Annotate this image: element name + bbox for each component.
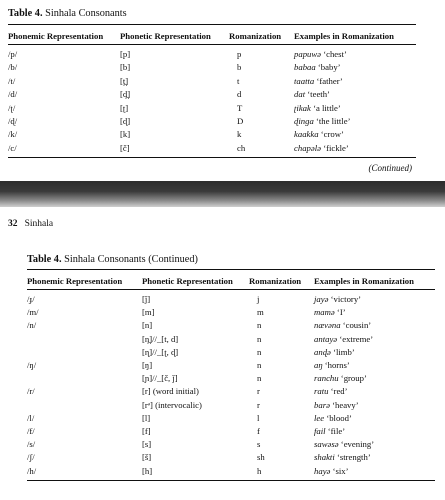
example-word: papuwə <box>294 49 322 59</box>
header-rule <box>27 289 435 290</box>
cell-example <box>294 103 341 114</box>
header-phonetic: Phonetic Representation <box>142 276 233 286</box>
header-rule <box>8 44 416 45</box>
header-examples: Examples in Romanization <box>294 31 394 41</box>
cell-example <box>294 89 330 100</box>
example-word: kaakka <box>294 129 319 140</box>
example-word: taatta <box>294 75 315 86</box>
example-gloss: ‘cousin’ <box>342 320 372 331</box>
cell-example <box>314 439 374 450</box>
cell-phonetic: [p] <box>120 49 131 59</box>
cell-romanization: f <box>257 426 260 436</box>
cell-phonemic: /d/ <box>8 89 18 100</box>
cell-phonetic: [ɲ]//_[č, ǰ] <box>142 373 178 384</box>
cell-example <box>314 452 371 463</box>
cell-phonetic: [f] <box>142 426 151 436</box>
example-word: babaa <box>294 62 316 73</box>
cell-phonetic: [ʈ] <box>120 102 129 113</box>
example-word: aŋ <box>314 360 323 370</box>
table-title <box>27 254 198 265</box>
cell-example <box>314 360 350 371</box>
example-gloss: ‘victory’ <box>330 294 362 304</box>
example-word: barə <box>314 399 330 410</box>
example-word: ʈikak <box>294 102 311 113</box>
example-gloss: ‘the little’ <box>315 116 351 126</box>
cell-example <box>314 386 348 397</box>
example-gloss: ‘teeth’ <box>307 89 330 100</box>
example-gloss: ‘red’ <box>330 386 348 397</box>
cell-phonemic: /k/ <box>8 129 18 140</box>
cell-phonemic: /l/ <box>27 412 35 423</box>
bottom-page <box>0 207 445 500</box>
cell-phonemic: /t/ <box>8 75 16 86</box>
table-bottom-rule <box>8 157 416 158</box>
cell-phonemic: /ʃ/ <box>27 452 35 463</box>
example-gloss: ‘evening’ <box>340 439 375 450</box>
table-title-text: Sinhala Consonants (Continued) <box>64 254 198 265</box>
cell-phonetic: [t̪] <box>120 75 129 86</box>
cell-example <box>294 76 343 87</box>
cell-romanization: n <box>257 320 262 331</box>
cell-example <box>314 294 361 305</box>
cell-phonetic: [š] <box>142 452 152 463</box>
example-word: ranchu <box>314 373 339 384</box>
page-gap <box>0 181 445 207</box>
cell-phonetic: [rᵊ] (intervocalic) <box>142 399 202 410</box>
running-header <box>8 219 53 229</box>
cell-romanization: b <box>237 62 242 73</box>
cell-romanization: m <box>257 307 264 318</box>
cell-phonemic: /ɟ/ <box>27 294 35 304</box>
cell-romanization: h <box>257 465 262 476</box>
cell-phonetic: [ɳ]//_[ʈ, ɖ] <box>142 346 179 357</box>
cell-phonemic: /r/ <box>27 386 35 397</box>
example-word: jayə <box>314 294 329 304</box>
example-word: fail <box>314 426 326 436</box>
cell-phonetic: [ǰ] <box>142 294 151 304</box>
cell-phonemic: /b/ <box>8 62 18 73</box>
cell-phonemic: /c/ <box>8 142 17 153</box>
cell-phonemic: /m/ <box>27 307 39 318</box>
table-label: Table 4. <box>27 254 62 265</box>
example-gloss: ‘horns’ <box>324 360 350 370</box>
example-word: ratu <box>314 386 329 397</box>
cell-romanization: r <box>257 386 260 397</box>
continued-note: (Continued) <box>368 163 412 173</box>
cell-phonetic: [n̪]//_[t, d] <box>142 333 179 344</box>
cell-phonetic: [č] <box>120 142 130 153</box>
cell-phonemic: /ʈ/ <box>8 102 16 113</box>
page-number: 32 <box>8 219 18 229</box>
cell-romanization: ch <box>237 142 246 153</box>
cell-example <box>314 320 371 331</box>
cell-phonetic: [m] <box>142 307 155 318</box>
cell-example <box>294 143 349 154</box>
example-gloss: ‘extreme’ <box>339 333 374 344</box>
example-gloss: ‘blood’ <box>326 412 352 423</box>
example-gloss: ‘father’ <box>316 75 343 86</box>
cell-example <box>294 49 347 60</box>
example-gloss: ‘limb’ <box>333 346 355 357</box>
cell-phonetic: [l] <box>142 412 151 423</box>
example-gloss: ‘crow’ <box>320 129 344 140</box>
cell-romanization: n <box>257 360 262 370</box>
example-word: antayə <box>314 333 338 344</box>
cell-phonetic: [n] <box>142 320 153 331</box>
cell-romanization: r <box>257 399 260 410</box>
header-phonemic: Phonemic Representation <box>8 31 104 41</box>
example-word: shakti <box>314 452 335 463</box>
example-gloss: ‘file’ <box>327 426 346 436</box>
example-word: hayə <box>314 465 331 476</box>
example-word: nævəna <box>314 320 341 331</box>
cell-example <box>314 400 359 411</box>
example-gloss: ‘fickle’ <box>323 142 349 153</box>
example-word: ɖinga <box>294 116 314 126</box>
cell-romanization: t <box>237 75 240 86</box>
cell-romanization: k <box>237 129 242 140</box>
cell-example <box>314 373 367 384</box>
header-phonetic: Phonetic Representation <box>120 31 211 41</box>
example-gloss: ‘baby’ <box>317 62 341 73</box>
example-gloss: ‘I’ <box>336 307 346 318</box>
cell-phonemic: /f/ <box>27 426 35 436</box>
table-title <box>8 8 127 19</box>
cell-phonemic: /ŋ/ <box>27 360 37 370</box>
table-top-rule <box>8 24 416 25</box>
header-phonemic: Phonemic Representation <box>27 276 123 286</box>
cell-phonetic: [ɖ] <box>120 116 131 126</box>
cell-example <box>314 426 345 437</box>
cell-phonetic: [h] <box>142 465 153 476</box>
cell-example <box>314 413 352 424</box>
cell-phonetic: [d̪] <box>120 89 131 100</box>
cell-phonemic: /s/ <box>27 439 36 450</box>
example-gloss: ‘heavy’ <box>332 399 359 410</box>
example-word: mamə <box>314 307 335 318</box>
example-gloss: ‘strength’ <box>336 452 371 463</box>
top-page <box>0 0 445 181</box>
example-word: dat <box>294 89 306 100</box>
example-gloss: ‘group’ <box>340 373 367 384</box>
cell-example <box>314 466 349 477</box>
example-gloss: ‘a little’ <box>313 102 341 113</box>
cell-romanization: T <box>237 102 243 113</box>
example-gloss: ‘chest’ <box>323 49 347 59</box>
cell-example <box>294 62 341 73</box>
header-romanization: Romanization <box>249 276 302 286</box>
header-romanization: Romanization <box>229 31 282 41</box>
cell-romanization: sh <box>257 452 265 463</box>
example-gloss: ‘six’ <box>332 465 349 476</box>
cell-phonemic: /p/ <box>8 49 18 59</box>
cell-romanization: D <box>237 116 244 126</box>
example-word: lee <box>314 412 325 423</box>
cell-phonetic: [r] (word initial) <box>142 386 199 397</box>
cell-phonetic: [ŋ] <box>142 360 153 370</box>
cell-example <box>314 307 346 318</box>
table-label: Table 4. <box>8 8 43 19</box>
table-top-rule <box>27 269 435 270</box>
cell-example <box>314 334 373 345</box>
running-title: Sinhala <box>24 219 54 229</box>
table-bottom-rule <box>27 480 435 481</box>
cell-phonemic: /h/ <box>27 465 37 476</box>
example-word: anɖə <box>314 346 331 357</box>
cell-phonetic: [b] <box>120 62 131 73</box>
cell-example <box>294 129 344 140</box>
cell-phonemic: /n/ <box>27 320 37 331</box>
cell-phonetic: [s] <box>142 439 152 450</box>
cell-phonemic: /ɖ/ <box>8 116 18 126</box>
cell-phonetic: [k] <box>120 129 131 140</box>
cell-example <box>294 116 350 127</box>
cell-romanization: n <box>257 373 262 384</box>
cell-romanization: d <box>237 89 242 100</box>
cell-romanization: n <box>257 333 262 344</box>
cell-romanization: s <box>257 439 261 450</box>
example-word: chapələ <box>294 142 322 153</box>
example-word: sawəsə <box>314 439 339 450</box>
cell-romanization: p <box>237 49 242 59</box>
cell-romanization: n <box>257 346 262 357</box>
header-examples: Examples in Romanization <box>314 276 414 286</box>
cell-example <box>314 347 355 358</box>
cell-romanization: l <box>257 412 260 423</box>
cell-romanization: j <box>257 294 260 304</box>
table-title-text: Sinhala Consonants <box>45 8 127 19</box>
